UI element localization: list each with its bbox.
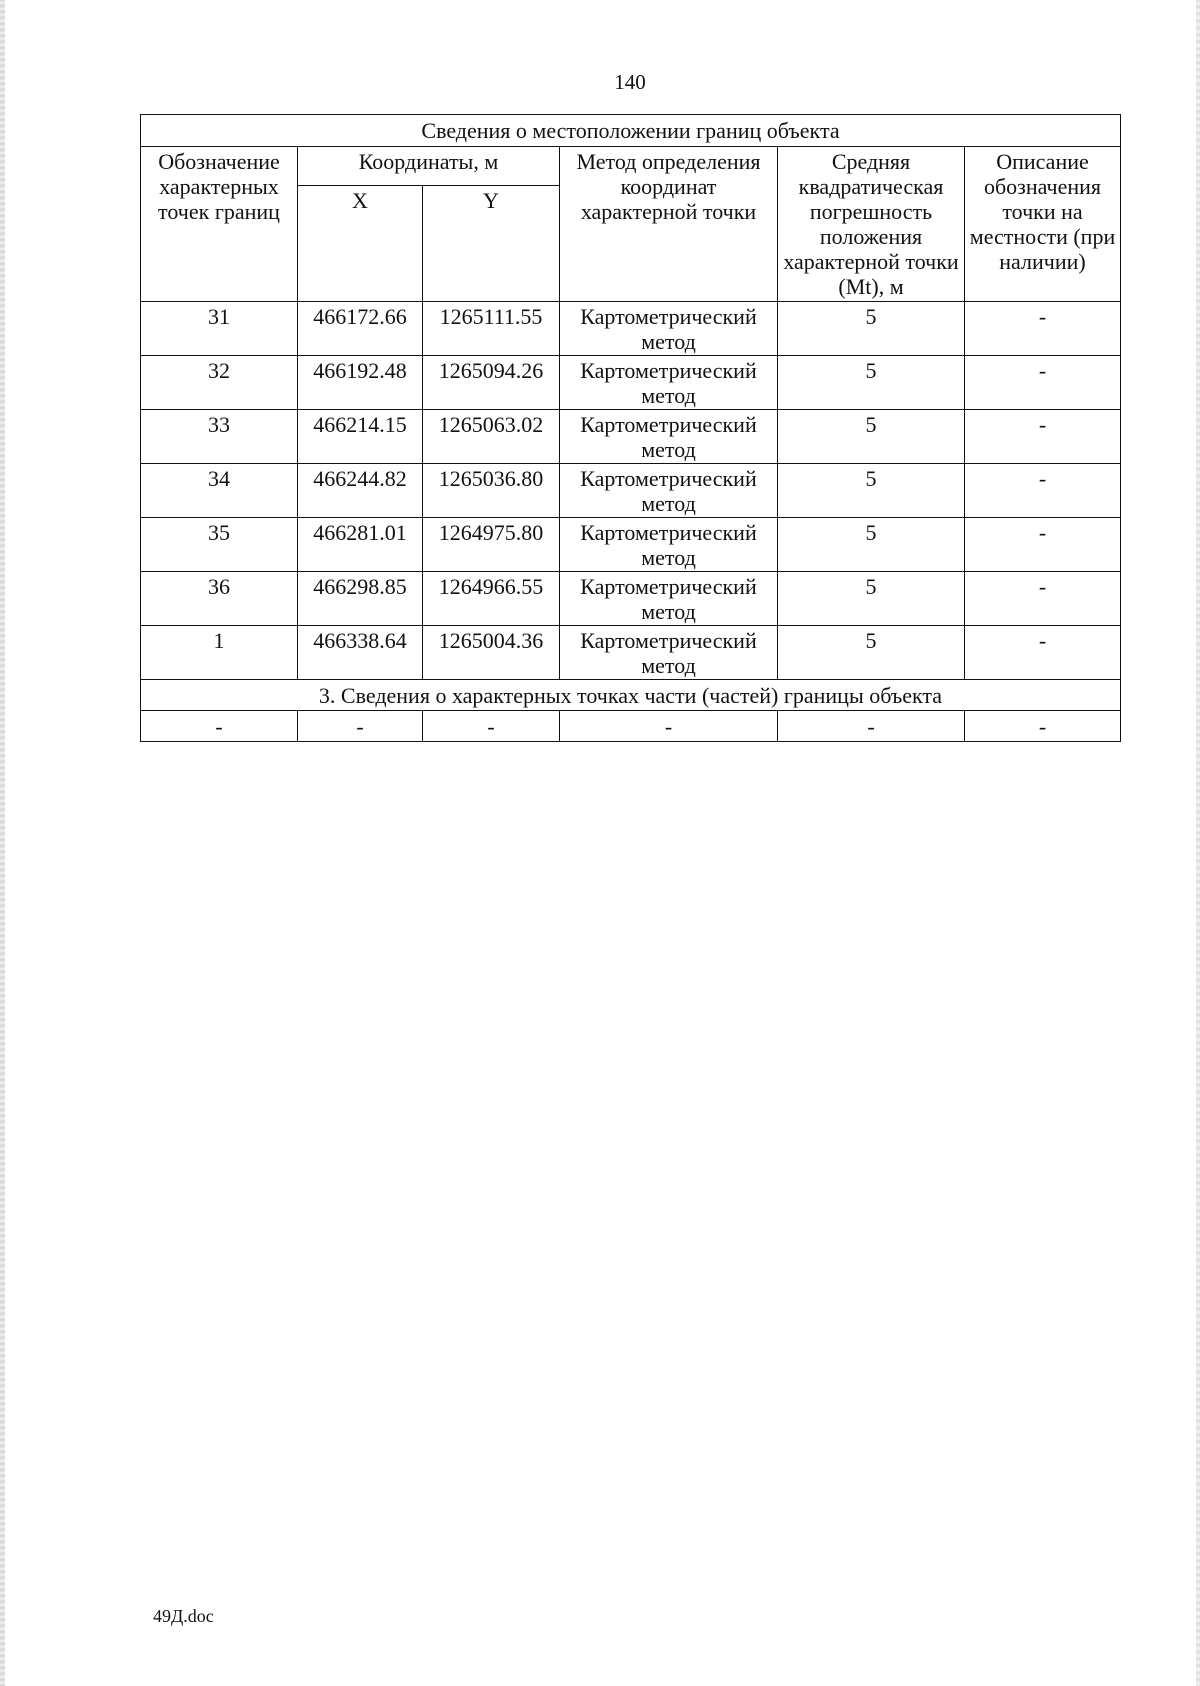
cell-y: 1264966.55 <box>423 572 560 626</box>
cell-error: 5 <box>778 518 965 572</box>
header-y: Y <box>423 186 560 302</box>
cell-method: Картометрический метод <box>560 410 778 464</box>
cell-x: 466281.01 <box>298 518 423 572</box>
cell-method: Картометрический метод <box>560 572 778 626</box>
cell-description: - <box>965 464 1121 518</box>
cell-description: - <box>965 410 1121 464</box>
cell-method: Картометрический метод <box>560 464 778 518</box>
cell-error: 5 <box>778 410 965 464</box>
cell-y: 1264975.80 <box>423 518 560 572</box>
cell-description: - <box>965 356 1121 410</box>
empty-row <box>141 711 1121 742</box>
cell-x: 466244.82 <box>298 464 423 518</box>
cell-error: 5 <box>778 626 965 680</box>
cell-x: 466172.66 <box>298 302 423 356</box>
cell-y: 1265036.80 <box>423 464 560 518</box>
header-coords: Координаты, м <box>298 147 560 186</box>
table-section-title-row <box>141 115 1121 147</box>
table-row <box>141 464 1121 518</box>
cell-x: 466214.15 <box>298 410 423 464</box>
cell-description: - <box>965 302 1121 356</box>
coordinates-table-container <box>140 114 1120 742</box>
cell-method: Картометрический метод <box>560 518 778 572</box>
cell-point: 36 <box>141 572 298 626</box>
header-description: Описание обозначения точки на местности (при наличии) <box>965 147 1121 302</box>
cell-x: 466192.48 <box>298 356 423 410</box>
table-row <box>141 356 1121 410</box>
cell-point: 31 <box>141 302 298 356</box>
table-header-row <box>141 147 1121 186</box>
scan-edge-right <box>1196 0 1200 1686</box>
cell-point: 1 <box>141 626 298 680</box>
cell-method: Картометрический метод <box>560 356 778 410</box>
cell-description: - <box>965 626 1121 680</box>
table-row <box>141 302 1121 356</box>
cell-method: Картометрический метод <box>560 302 778 356</box>
empty-cell: - <box>965 711 1121 742</box>
subsection-title-row <box>141 680 1121 711</box>
coordinates-table <box>140 114 1121 742</box>
cell-method: Картометрический метод <box>560 626 778 680</box>
cell-y: 1265063.02 <box>423 410 560 464</box>
cell-y: 1265111.55 <box>423 302 560 356</box>
cell-error: 5 <box>778 572 965 626</box>
scan-edge-left <box>0 0 5 1686</box>
cell-point: 34 <box>141 464 298 518</box>
table-row <box>141 572 1121 626</box>
cell-error: 5 <box>778 302 965 356</box>
footer-filename: 49Д.doc <box>153 1606 214 1626</box>
table-row <box>141 626 1121 680</box>
cell-description: - <box>965 518 1121 572</box>
section-title: Сведения о местоположении границ объекта <box>141 115 1121 147</box>
cell-y: 1265094.26 <box>423 356 560 410</box>
cell-error: 5 <box>778 356 965 410</box>
empty-cell: - <box>423 711 560 742</box>
cell-point: 32 <box>141 356 298 410</box>
header-x: X <box>298 186 423 302</box>
header-point: Обозначение характерных точек границ <box>141 147 298 302</box>
empty-cell: - <box>778 711 965 742</box>
table-row <box>141 410 1121 464</box>
page-number: 140 <box>614 70 646 94</box>
table-row <box>141 518 1121 572</box>
empty-cell: - <box>141 711 298 742</box>
cell-x: 466298.85 <box>298 572 423 626</box>
cell-point: 35 <box>141 518 298 572</box>
empty-cell: - <box>560 711 778 742</box>
header-error: Средняя квадратическая погрешность положения характерной точки (Mt), м <box>778 147 965 302</box>
cell-point: 33 <box>141 410 298 464</box>
subsection-title: 3. Сведения о характерных точках части (частей) границы объекта <box>141 680 1121 711</box>
cell-y: 1265004.36 <box>423 626 560 680</box>
cell-description: - <box>965 572 1121 626</box>
cell-x: 466338.64 <box>298 626 423 680</box>
cell-error: 5 <box>778 464 965 518</box>
header-method: Метод определения координат характерной точки <box>560 147 778 302</box>
empty-cell: - <box>298 711 423 742</box>
